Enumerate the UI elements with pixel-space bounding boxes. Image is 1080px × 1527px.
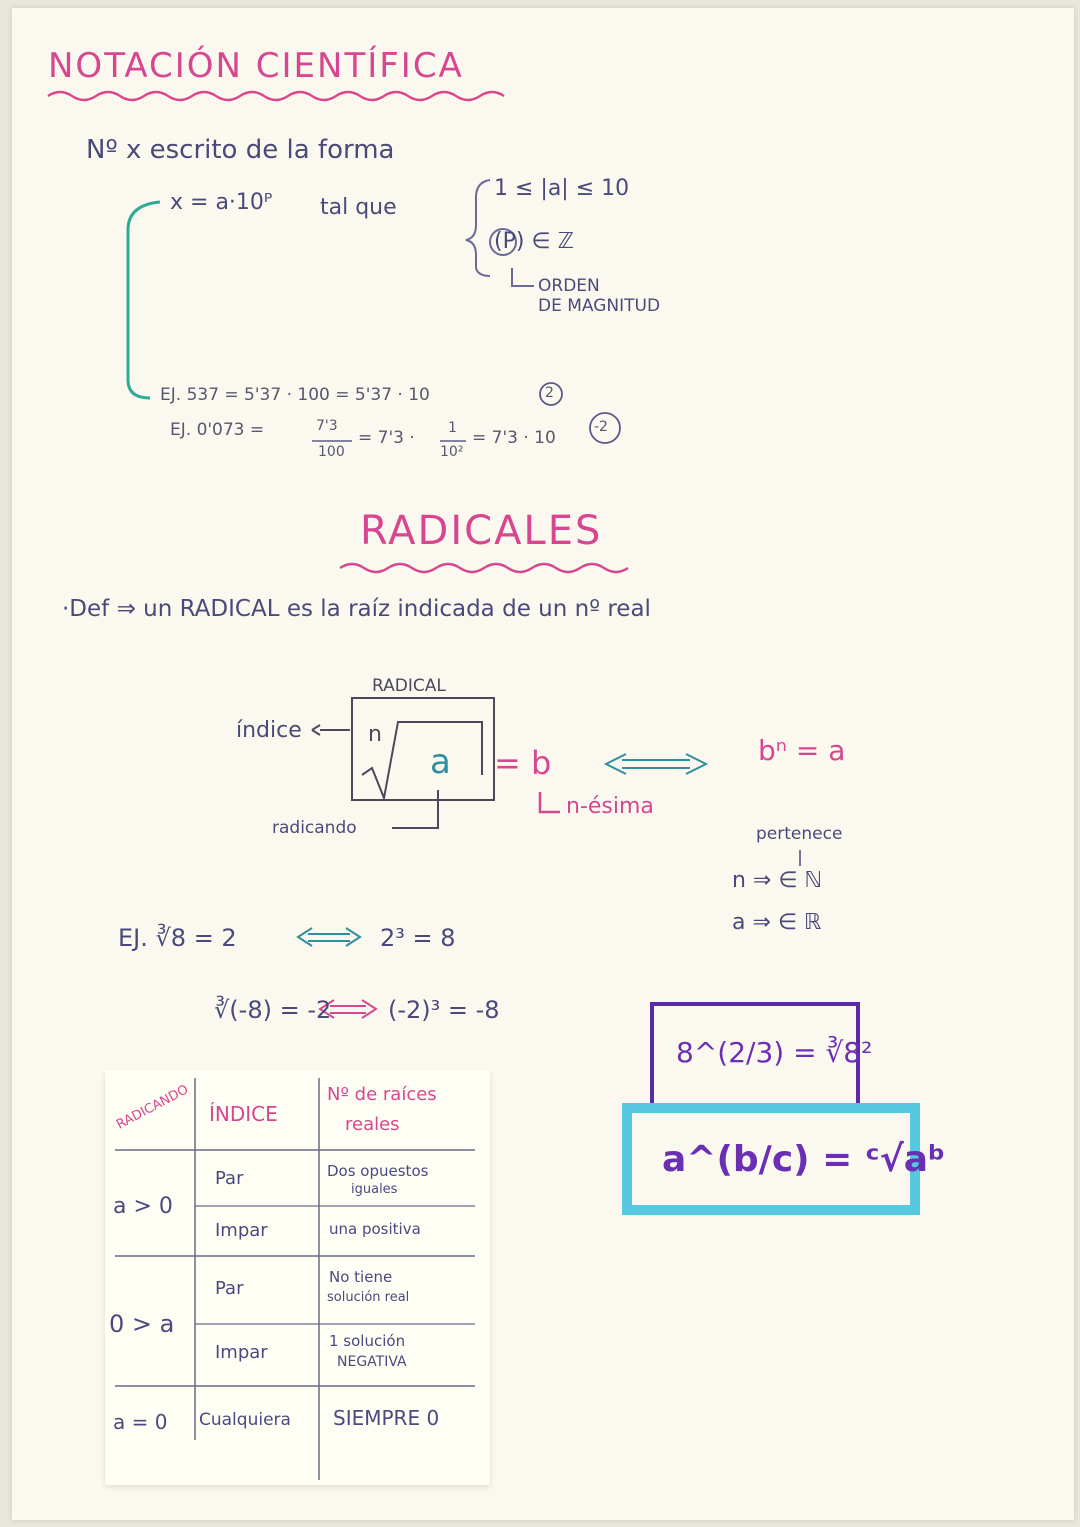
heading-radicales: RADICALES — [360, 508, 603, 554]
example-2-fraction-num: 7'3 — [316, 418, 338, 434]
title1-underline — [48, 92, 504, 100]
orden-label-1: ORDEN — [538, 276, 600, 296]
table-cell-result-1b: iguales — [351, 1182, 398, 1197]
table-row-group-a-negative: 0 > a — [109, 1310, 175, 1338]
bracket-line — [128, 202, 160, 398]
example-3-left: EJ. ∛8 = 2 — [118, 924, 237, 952]
table-cell-indice-par-2: Par — [215, 1278, 244, 1299]
example-2-fraction-den: 100 — [318, 444, 345, 460]
table-cell-result-4b: NEGATIVA — [337, 1354, 407, 1370]
table-cell-indice-impar-2: Impar — [215, 1342, 268, 1363]
table-cell-result-3b: solución real — [327, 1290, 410, 1305]
radicando-label: radicando — [272, 818, 357, 838]
formula-box-general — [622, 1103, 946, 1215]
formula-box-example — [650, 1002, 873, 1110]
table-row-group-a-zero: a = 0 — [113, 1410, 168, 1434]
radical-label: RADICAL — [372, 676, 446, 696]
table-row-group-a-positive: a > 0 — [113, 1194, 173, 1219]
condition-1: 1 ≤ |a| ≤ 10 — [494, 176, 630, 201]
example-4-right: (-2)³ = -8 — [388, 996, 500, 1024]
index-n: n — [368, 722, 382, 747]
table-cell-result-2: una positiva — [329, 1220, 421, 1238]
example-2-exponent: -2 — [594, 419, 608, 435]
table-header-indice: ÍNDICE — [209, 1102, 278, 1126]
equals-b: = b — [494, 744, 552, 782]
example-3-right: 2³ = 8 — [380, 924, 456, 952]
formula-general-text: a^(b/c) = ᶜ√aᵇ — [662, 1139, 946, 1180]
table-cell-result-3a: No tiene — [329, 1268, 393, 1286]
formula-x: x = a·10ᴾ — [170, 190, 273, 215]
table-cell-result-4a: 1 solución — [329, 1332, 406, 1350]
intro-text: Nº x escrito de la forma — [86, 135, 395, 165]
example-1: EJ. 537 = 5'37 · 100 = 5'37 · 10 — [160, 385, 430, 405]
radical-box — [352, 698, 494, 800]
tal-que-text: tal que — [320, 195, 397, 220]
radicand-a: a — [430, 742, 451, 782]
table-cell-indice-impar-1: Impar — [215, 1220, 268, 1241]
example-2-end: = 7'3 · 10 — [472, 428, 556, 448]
title2-underline — [340, 564, 628, 572]
pertenece-label: pertenece — [756, 824, 843, 844]
formula-example-text: 8^(2/3) = ∛8² — [676, 1036, 873, 1069]
example-1-exponent: 2 — [545, 385, 554, 401]
example-2: EJ. 0'073 = — [170, 420, 265, 440]
table-cell-indice-par-1: Par — [215, 1168, 244, 1189]
table-header-radicando: RADICANDO — [114, 1082, 192, 1133]
table-header-raices-1: Nº de raíces — [327, 1084, 437, 1105]
n-esima-label: n-ésima — [566, 794, 654, 819]
curly-brace — [466, 180, 490, 276]
example-2-middle: = 7'3 · — [358, 428, 415, 448]
orden-label-2: DE MAGNITUD — [538, 296, 661, 316]
definition-text: ·Def ⇒ un RADICAL es la raíz indicada de un nº real — [62, 596, 651, 622]
table-cell-result-5: SIEMPRE 0 — [333, 1406, 440, 1430]
radicals-table — [105, 1070, 490, 1485]
example-2-fraction2-num: 1 — [448, 420, 457, 436]
table-cell-result-1a: Dos opuestos — [327, 1162, 429, 1180]
example-2-fraction2-den: 10² — [440, 444, 464, 460]
indice-label: índice — [236, 718, 302, 743]
table-cell-indice-cualquiera: Cualquiera — [199, 1410, 291, 1430]
heading-notacion-cientifica: NOTACIÓN CIENTÍFICA — [48, 46, 464, 86]
bn-equals-a: bⁿ = a — [758, 734, 846, 767]
a-in-reals: a ⇒ ∈ ℝ — [732, 910, 822, 935]
table-header-raices-2: reales — [345, 1114, 400, 1135]
n-in-naturals: n ⇒ ∈ ℕ — [732, 868, 823, 893]
condition-2: (P) ∈ ℤ — [494, 229, 574, 254]
example-4-left: ∛(-8) = -2 — [214, 996, 332, 1024]
